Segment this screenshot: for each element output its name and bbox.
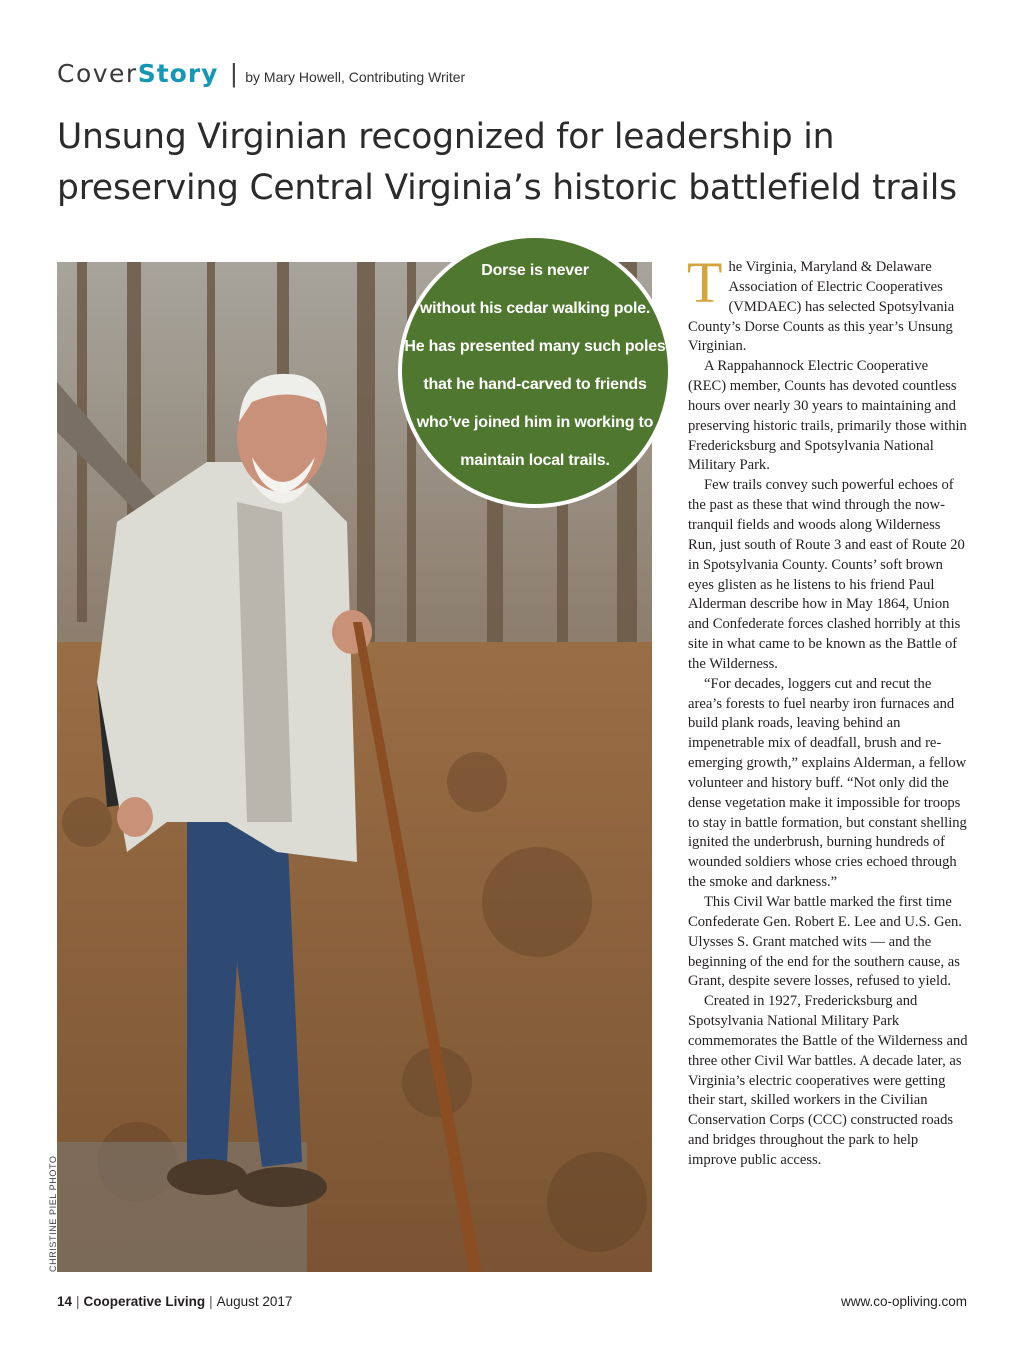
pull-quote-line: maintain local trails. <box>460 452 610 469</box>
page-footer <box>57 1294 967 1314</box>
issue-date: August 2017 <box>216 1294 293 1309</box>
drop-cap: T <box>687 250 723 315</box>
article-paragraph: Created in 1927, Fredericksburg and Spotsylvania National Military Park commemorates the Battle of the Wilderness and three other Civil War battles. A decade later, as Virginia’s electric cooperatives were getting their start, skilled workers in the Civilian Conservation Corps (CCC) constructed roads and bridges throughout the park to help improve public access. <box>688 993 968 1168</box>
section-kicker-cover: Cover <box>57 59 138 88</box>
byline: by Mary Howell, Contributing Writer <box>245 69 466 85</box>
pull-quote-line: who’ve joined him in working to <box>416 414 654 431</box>
pull-quote-circle <box>398 234 672 508</box>
footer-separator: | <box>209 1294 213 1309</box>
website-url: www.co-opliving.com <box>840 1294 967 1309</box>
pull-quote-line: He has presented many such poles <box>404 338 666 355</box>
magazine-name: Cooperative Living <box>83 1294 206 1309</box>
article-headline: Unsung Virginian recognized for leadership in preserving Central Virginia’s historic battlefield trails <box>57 117 957 208</box>
pull-quote-line: that he hand-carved to friends <box>423 376 647 393</box>
photo-credit: CHRISTINE PIEL PHOTO <box>48 1155 58 1272</box>
page-number: 14 <box>57 1294 73 1309</box>
article-paragraph: A Rappahannock Electric Cooperative (REC) member, Counts has devoted countless hours over nearly 30 years to maintaining and preserving historic trails, primarily those within Fredericksburg and Spotsylvania National Military Park. <box>688 358 967 474</box>
header-separator: | <box>230 58 238 88</box>
pull-quote-line: Dorse is never <box>481 262 589 279</box>
article-paragraph: Few trails convey such powerful echoes of the past as these that wind through the now-tranquil fields and woods along Wilderness Run, just south of Route 3 and east of Route 20 in Spotsylvania County. Counts’ soft brown eyes glisten as he listens to his friend Paul Alderman describe how in May 1864, Union and Confederate forces clashed horribly at this site in what came to be known as the Battle of the Wilderness. <box>688 477 965 672</box>
article-paragraph <box>687 250 968 357</box>
footer-separator: | <box>76 1294 80 1309</box>
article-paragraph: “For decades, loggers cut and recut the area’s forests to fuel nearby iron furnaces and build plank roads, leaving behind an impenetrable mix of deadfall, brush and re-emerging growth,” explains Alderman, a fellow volunteer and history buff. “Not only did the dense vegetation make it impossible for troops to stay in battle formation, but constant shelling ignited the underbrush, burning hundreds of wounded soldiers whose cries echoed through the smoke and darkness.” <box>688 675 967 891</box>
footer-folio <box>57 1294 292 1309</box>
section-header <box>57 58 465 92</box>
section-kicker-story: Story <box>137 59 219 88</box>
pull-quote-line: without his cedar walking pole. <box>419 300 651 317</box>
first-paragraph-text: he Virginia, Maryland & Delaware Association of Electric Cooperatives (VMDAEC) has selected Spotsylvania County’s Dorse Counts as this year’s Unsung Virginian. <box>688 259 955 355</box>
article-body <box>687 250 968 1171</box>
article-paragraph: This Civil War battle marked the first time Confederate Gen. Robert E. Lee and U.S. Gen. Ulysses S. Grant matched wits — and the beginning of the end for the southern cause, as Grant, despite severe losses, refused to yield. <box>688 894 962 990</box>
